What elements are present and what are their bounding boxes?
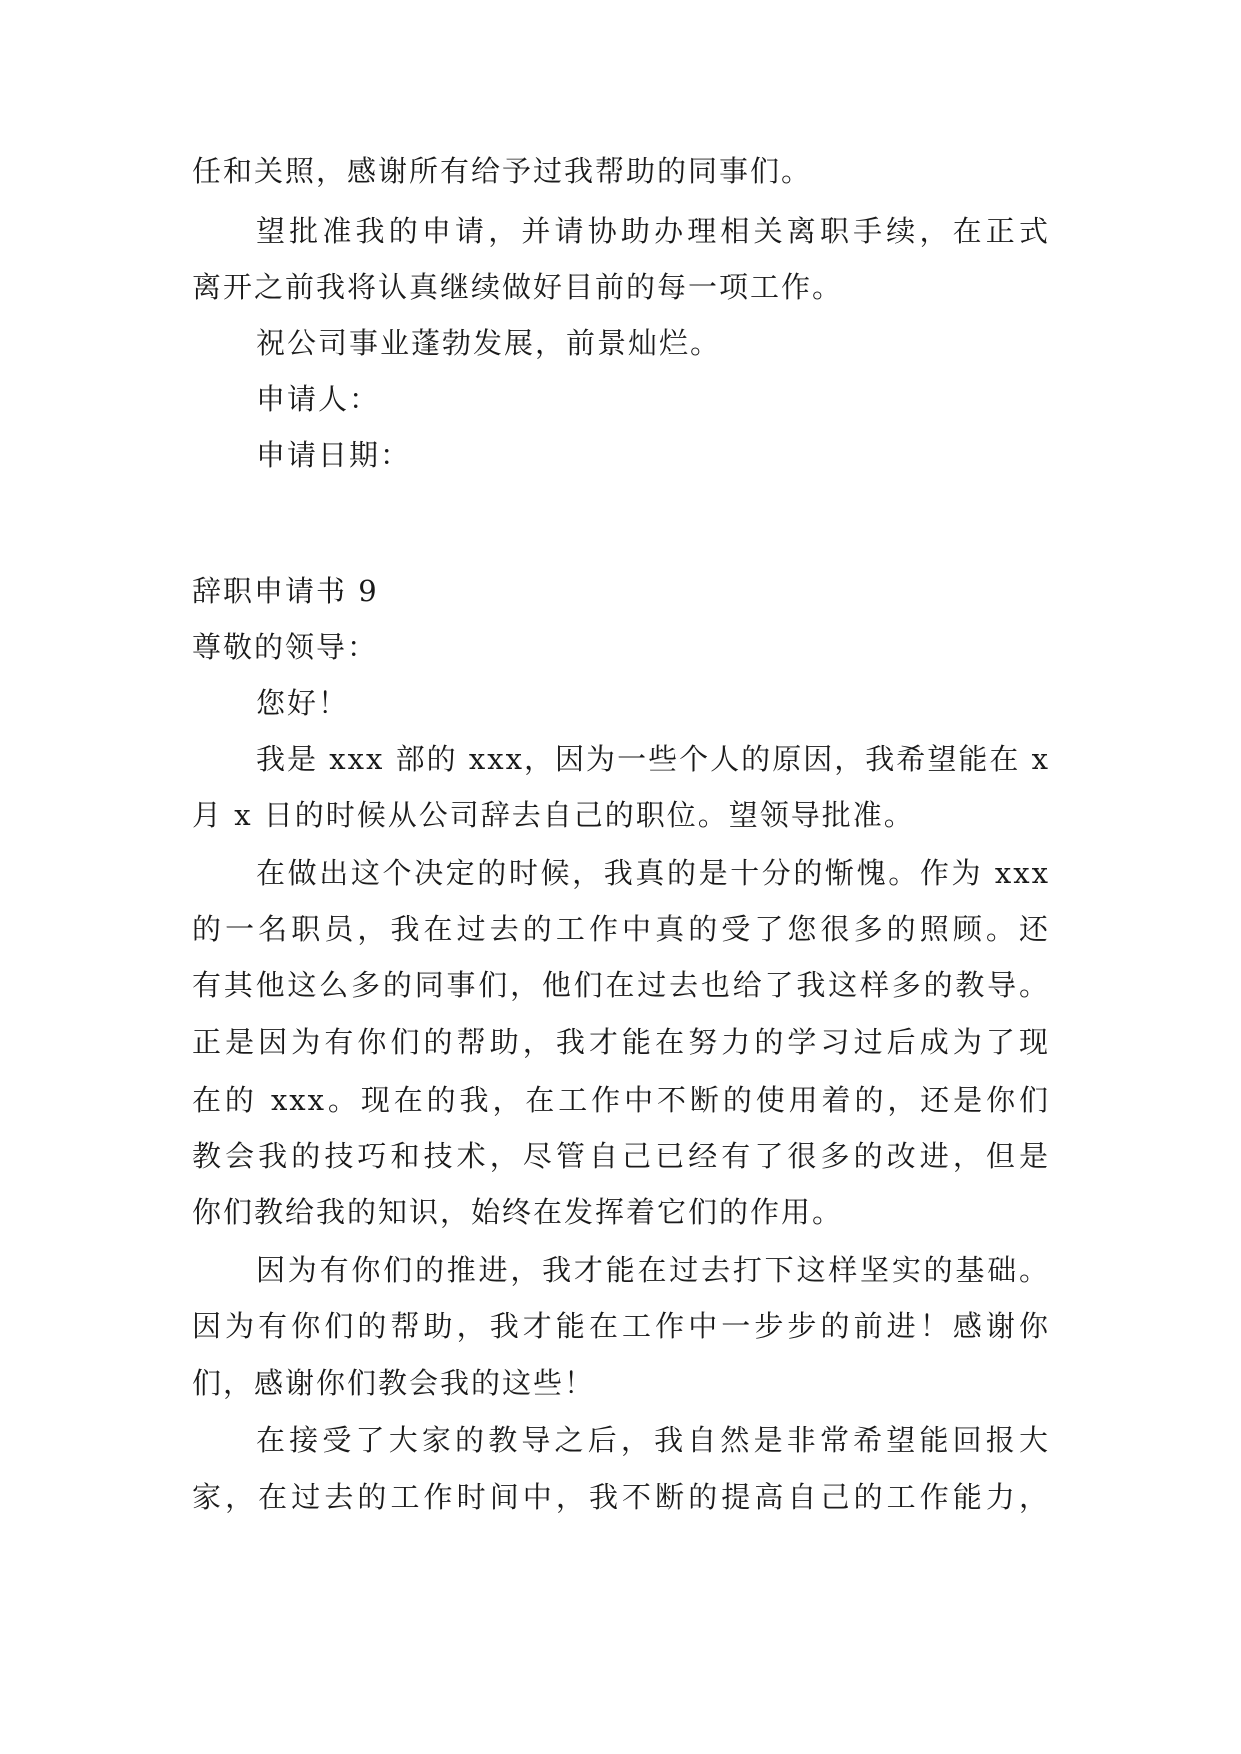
paragraph-line: 祝公司事业蓬勃发展，前景灿烂。	[256, 326, 722, 360]
paragraph-line: 的一名职员，我在过去的工作中真的受了您很多的照顾。还	[192, 912, 1050, 946]
paragraph-line: 望批准我的申请，并请协助办理相关离职手续，在正式	[256, 214, 1050, 248]
paragraph-line: 教会我的技巧和技术，尽管自己已经有了很多的改进，但是	[192, 1139, 1050, 1173]
paragraph-line: 我是 xxx 部的 xxx，因为一些个人的原因，我希望能在 x	[256, 742, 1050, 776]
section-title: 辞职申请书 9	[192, 574, 379, 608]
paragraph-line: 正是因为有你们的帮助，我才能在努力的学习过后成为了现	[192, 1025, 1050, 1059]
paragraph-line: 们，感谢你们教会我的这些！	[192, 1366, 596, 1400]
signature-label: 申请人：	[256, 382, 381, 416]
paragraph-line: 在接受了大家的教导之后，我自然是非常希望能回报大	[256, 1423, 1050, 1457]
paragraph-line: 在的 xxx。现在的我，在工作中不断的使用着的，还是你们	[192, 1083, 1050, 1117]
date-label: 申请日期：	[256, 438, 412, 472]
paragraph-line: 有其他这么多的同事们，他们在过去也给了我这样多的教导。	[192, 968, 1050, 1002]
greeting: 您好！	[256, 686, 350, 720]
paragraph-line: 离开之前我将认真继续做好目前的每一项工作。	[192, 270, 844, 304]
paragraph-line: 你们教给我的知识，始终在发挥着它们的作用。	[192, 1195, 844, 1229]
paragraph-line: 家，在过去的工作时间中，我不断的提高自己的工作能力，	[192, 1480, 1050, 1514]
paragraph-line: 任和关照，感谢所有给予过我帮助的同事们。	[192, 154, 813, 188]
paragraph-line: 月 x 日的时候从公司辞去自己的职位。望领导批准。	[192, 798, 915, 832]
paragraph-line: 因为有你们的推进，我才能在过去打下这样坚实的基础。	[256, 1253, 1050, 1287]
paragraph-line: 在做出这个决定的时候，我真的是十分的惭愧。作为 xxx	[256, 856, 1050, 890]
paragraph-line: 因为有你们的帮助，我才能在工作中一步步的前进！感谢你	[192, 1309, 1050, 1343]
salutation: 尊敬的领导：	[192, 630, 379, 664]
